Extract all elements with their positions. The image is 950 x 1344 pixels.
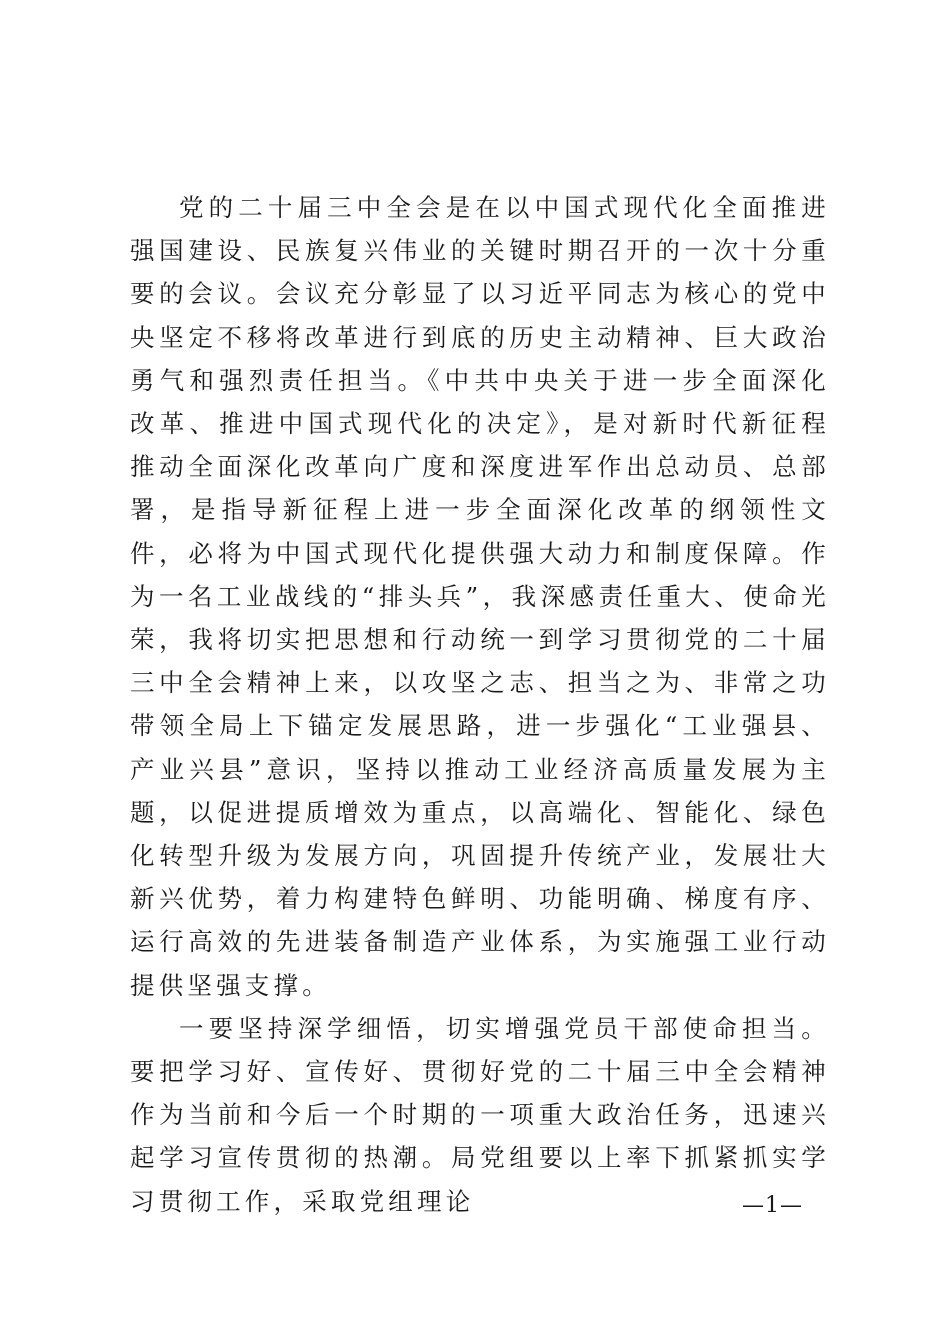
page-number: —1— xyxy=(742,1193,803,1218)
paragraph-2: 一要坚持深学细悟，切实增强党员干部使命担当。要把学习好、宣传好、贯彻好党的二十届三中全会精神作为当前和今后一个时期的一项重大政治任务，迅速兴起学习宣传贯彻的热潮。局党组要以上率下抓紧抓实学习贯彻工作，采取党组理论 xyxy=(130,1013,830,1216)
document-body xyxy=(130,186,830,1223)
paragraph-1: 党的二十届三中全会是在以中国式现代化全面推进强国建设、民族复兴伟业的关键时期召开的一次十分重要的会议。会议充分彰显了以习近平同志为核心的党中央坚定不移将改革进行到底的历史主动精神、巨大政治勇气和强烈责任担当。《中共中央关于进一步全面深化改革、推进中国式现代化的决定》，是对新时代新征程推动全面深化改革向广度和深度进军作出总动员、总部署，是指导新征程上进一步全面深化改革的纲领性文件，必将为中国式现代化提供强大动力和制度保障。作为一名工业战线的“排头兵”，我深感责任重大、使命光荣，我将切实把思想和行动统一到学习贯彻党的二十届三中全会精神上来，以攻坚之志、担当之为、非常之功带领全局上下锚定发展思路，进一步强化“工业强县、产业兴县”意识，坚持以推动工业经济高质量发展为主题，以促进提质增效为重点，以高端化、智能化、绿色化转型升级为发展方向，巩固提升传统产业，发展壮大新兴优势，着力构建特色鲜明、功能明确、梯度有序、运行高效的先进装备制造产业体系，为实施强工业行动提供坚强支撑。 xyxy=(130,193,830,1000)
